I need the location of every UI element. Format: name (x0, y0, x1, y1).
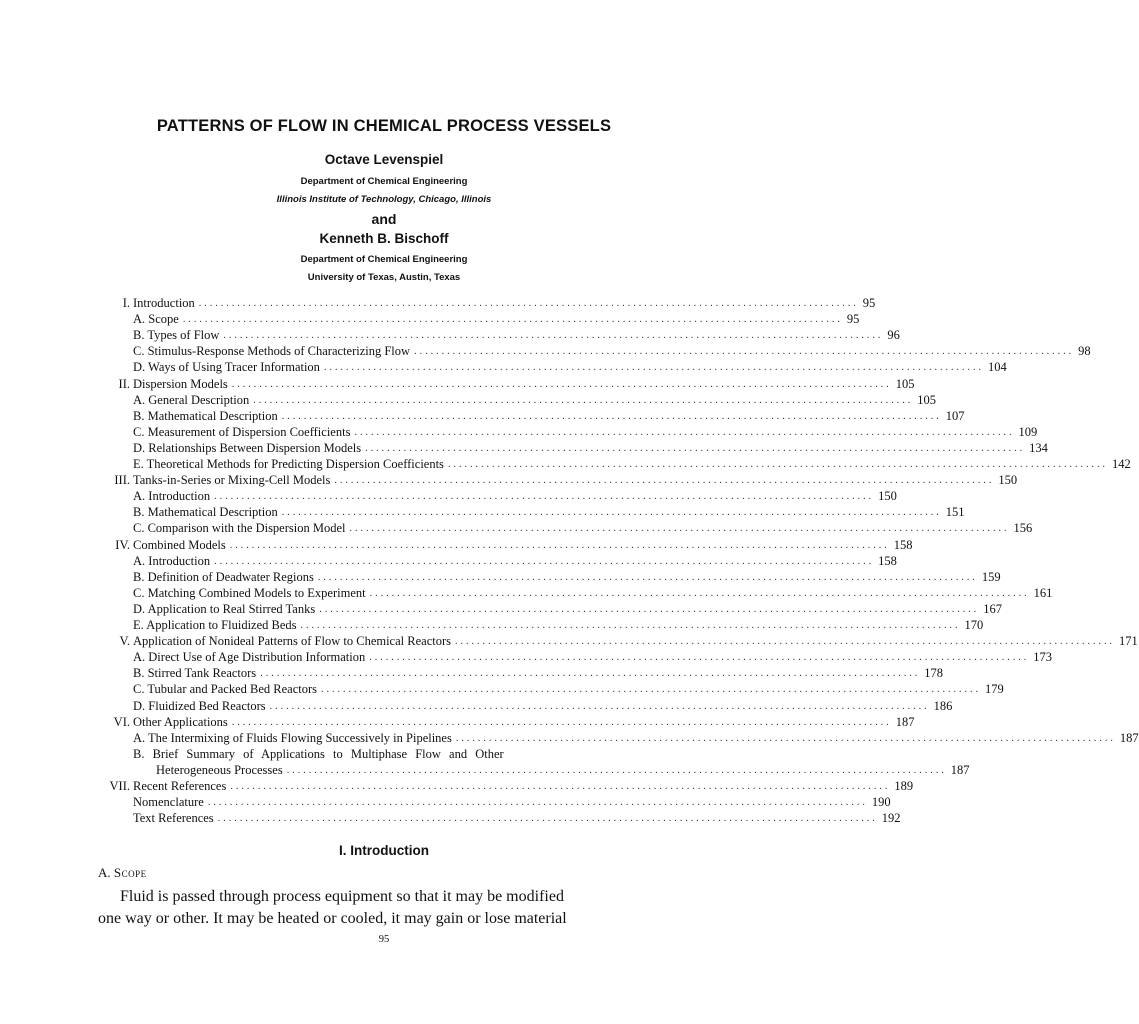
toc-entry-title: C. Measurement of Dispersion Coefficients (133, 424, 351, 439)
subsection-title: Scope (113, 865, 147, 880)
toc-entry-title: Other Applications (133, 714, 228, 729)
subsection-letter: A. (98, 865, 111, 880)
toc-entry-title: D. Fluidized Bed Reactors (133, 698, 266, 713)
toc-leader-dots: ........................................................................................................................ (447, 459, 1108, 470)
toc-leader-dots: ........................................................................................................................ (414, 346, 1075, 358)
toc-entry-number: VI. (113, 714, 130, 729)
toc-entry-page: 98 (1078, 344, 1091, 359)
toc-entry-title: B. Brief Summary of Applications to Multiphase Flow and Other (133, 746, 504, 761)
toc-entry-page: 161 (1033, 585, 1053, 600)
toc-entry-title: Combined Models (133, 537, 226, 552)
toc-entry-page: 190 (871, 795, 891, 810)
toc-entry (133, 681, 1004, 697)
toc-entry (115, 537, 913, 553)
toc-entry (133, 601, 1002, 617)
toc-entry (133, 746, 670, 762)
toc-leader-dots: ........................................................................................................................ (369, 587, 1030, 599)
toc-entry-title: A. The Intermixing of Fluids Flowing Successively in Pipelines (133, 730, 452, 745)
toc-entry (118, 376, 915, 392)
toc-entry-page: 95 (846, 312, 860, 327)
toc-entry-page: 189 (894, 779, 914, 793)
toc-entry-page: 192 (881, 811, 901, 826)
toc-entry-page: 105 (917, 392, 937, 407)
author-institution: Illinois Institute of Technology, Chicago, Illinois (276, 194, 492, 205)
toc-entry-page: 170 (964, 618, 984, 632)
toc-leader-dots: ........................................................................................................................ (230, 781, 891, 792)
toc-entry-title: A. Introduction (133, 489, 211, 504)
section-heading: I. Introduction (339, 843, 429, 858)
toc-entry-page: 167 (983, 601, 1002, 616)
toc-leader-dots: ........................................................................................................................ (231, 378, 892, 390)
toc-leader-dots: ........................................................................................................................ (217, 813, 878, 825)
body-text-line: one way or other. It may be heated or cooled, it may gain or lose material (98, 910, 567, 927)
author-conjunction: and (371, 211, 397, 227)
author-department: Department of Chemical Engineering (300, 176, 468, 187)
toc-leader-dots: ........................................................................................................................ (317, 571, 978, 583)
toc-entry-title: A. General Description (133, 392, 250, 407)
toc-leader-dots: ........................................................................................................................ (207, 797, 868, 809)
toc-entry-title: Text References (133, 811, 214, 826)
toc-entry-title: B. Mathematical Description (133, 505, 278, 520)
toc-leader-dots: ........................................................................................................................ (354, 426, 1015, 438)
toc-entry-title: B. Stirred Tank Reactors (133, 666, 257, 681)
toc-entry-page: 142 (1111, 457, 1131, 471)
toc-entry-title: C. Matching Combined Models to Experiment (133, 585, 366, 600)
toc-entry (133, 665, 943, 681)
toc-entry-number: V. (119, 634, 130, 649)
toc-entry-title: A. Direct Use of Age Distribution Information (133, 650, 366, 665)
toc-leader-dots: ........................................................................................................................ (231, 716, 892, 728)
toc-entry-title: Tanks-in-Series or Mixing-Cell Models (133, 473, 331, 488)
toc-entry (133, 311, 860, 327)
toc-entry-title: Application of Nonideal Patterns of Flow to Chemical Reactors (133, 634, 451, 649)
toc-entry-title: A. Scope (133, 312, 179, 327)
toc-leader-dots: ........................................................................................................................ (319, 603, 980, 615)
toc-leader-dots: ........................................................................................................................ (223, 330, 884, 342)
toc-entry-page: 151 (945, 505, 965, 520)
toc-entry-title: C. Stimulus-Response Methods of Characterizing Flow (133, 344, 411, 359)
toc-entry-title: B. Types of Flow (133, 328, 220, 343)
toc-entry (133, 504, 965, 520)
toc-entry-page: 158 (893, 537, 913, 552)
toc-leader-dots: ........................................................................................................................ (281, 507, 942, 519)
toc-entry-page: 187 (895, 714, 915, 729)
toc-entry (109, 778, 914, 794)
toc-leader-dots: ........................................................................................................................ (214, 555, 875, 567)
toc-entry (133, 392, 937, 408)
author-institution: University of Texas, Austin, Texas (307, 272, 461, 283)
toc-entry-title: D. Relationships Between Dispersion Models (133, 440, 362, 455)
toc-leader-dots: ........................................................................................................................ (253, 394, 914, 406)
toc-entry-page: 134 (1029, 440, 1048, 455)
toc-entry-page: 150 (878, 489, 897, 504)
toc-leader-dots: ........................................................................................................................ (198, 298, 859, 309)
toc-entry-title: D. Application to Real Stirred Tanks (133, 601, 316, 616)
toc-entry-page: 107 (945, 408, 965, 423)
toc-entry-title: Heterogeneous Processes (156, 762, 283, 777)
toc-leader-dots: ........................................................................................................................ (182, 314, 843, 326)
toc-entry (133, 585, 1053, 601)
body-text-line: Fluid is passed through process equipment so that it may be modified (120, 888, 564, 905)
toc-entry-page: 178 (924, 666, 943, 681)
toc-entry-title: E. Theoretical Methods for Predicting Dispersion Coefficients (133, 457, 444, 471)
toc-entry-page: 171 (1119, 634, 1138, 649)
toc-entry (133, 553, 897, 569)
toc-entry-title: B. Definition of Deadwater Regions (133, 569, 314, 584)
toc-leader-dots: ........................................................................................................................ (300, 620, 961, 631)
toc-entry (119, 633, 1138, 649)
toc-entry-number: IV. (115, 537, 130, 552)
toc-leader-dots: ........................................................................................................................ (365, 442, 1026, 454)
toc-entry-page: 158 (878, 553, 897, 568)
toc-entry (133, 424, 1038, 440)
toc-entry-page: 156 (1013, 521, 1033, 536)
toc-entry-title: E. Application to Fluidized Beds (133, 618, 297, 632)
toc-entry-title: Nomenclature (133, 795, 204, 810)
toc-leader-dots: ........................................................................................................................ (286, 764, 947, 776)
toc-leader-dots: ........................................................................................................................ (349, 523, 1010, 535)
toc-entry (113, 714, 915, 730)
toc-entry (133, 649, 1052, 665)
toc-entry-page: 159 (981, 569, 1001, 584)
page-number: 95 (378, 934, 390, 945)
toc-entry-number: I. (122, 296, 130, 310)
toc-leader-dots: ........................................................................................................................ (369, 652, 1030, 664)
toc-entry-title: C. Comparison with the Dispersion Model (133, 521, 346, 536)
toc-entry-page: 95 (862, 296, 876, 310)
toc-entry-title: B. Mathematical Description (133, 408, 278, 423)
toc-leader-dots: ........................................................................................................................ (323, 362, 984, 374)
toc-leader-dots: ........................................................................................................................ (214, 491, 875, 503)
toc-entry-number: VII. (109, 779, 130, 793)
toc-entry-title: D. Ways of Using Tracer Information (133, 360, 320, 375)
toc-entry-page: 173 (1033, 650, 1052, 665)
toc-entry-page: 96 (887, 328, 900, 343)
toc-entry-page: 186 (933, 698, 953, 713)
toc-entry (133, 730, 1139, 746)
toc-entry-title: Introduction (133, 296, 195, 310)
toc-leader-dots: ........................................................................................................................ (334, 475, 995, 487)
toc-entry-title: C. Tubular and Packed Bed Reactors (133, 682, 318, 697)
toc-entry (133, 327, 900, 343)
toc-entry-title: Dispersion Models (133, 376, 228, 391)
toc-entry (133, 569, 1001, 585)
toc-entry (133, 617, 984, 633)
toc-entry (133, 698, 953, 714)
toc-entry (133, 488, 897, 504)
toc-leader-dots: ........................................................................................................................ (281, 410, 942, 422)
article-title: PATTERNS OF FLOW IN CHEMICAL PROCESS VESSELS (156, 117, 612, 135)
toc-entry-page: 150 (998, 473, 1018, 488)
toc-leader-dots: ........................................................................................................................ (269, 700, 930, 712)
toc-entry (133, 343, 1091, 359)
author-department: Department of Chemical Engineering (300, 254, 468, 265)
toc-entry (133, 810, 901, 826)
author-name: Octave Levenspiel (324, 152, 444, 167)
toc-entry-title: Recent References (133, 779, 227, 793)
toc-entry (133, 359, 1007, 375)
subsection-heading (98, 865, 147, 881)
toc-entry-page: 187 (1119, 730, 1139, 745)
toc-entry-page: 179 (985, 682, 1004, 697)
toc-entry-number: III. (114, 473, 130, 488)
author-name: Kenneth B. Bischoff (319, 231, 449, 246)
toc-entry (133, 440, 1048, 456)
toc-entry-page: 187 (950, 762, 970, 777)
toc-leader-dots: ........................................................................................................................ (455, 732, 1116, 744)
toc-entry (122, 295, 876, 311)
toc-entry (133, 520, 1033, 536)
toc-entry (133, 794, 891, 810)
toc-entry (156, 762, 970, 778)
toc-entry (114, 472, 1018, 488)
toc-entry-number: II. (118, 376, 130, 391)
toc-leader-dots: ........................................................................................................................ (455, 636, 1115, 648)
toc-entry-title: A. Introduction (133, 553, 211, 568)
toc-leader-dots: ........................................................................................................................ (260, 668, 921, 680)
toc-entry-page: 109 (1018, 424, 1038, 439)
toc-entry (133, 456, 1131, 472)
toc-entry-page: 104 (987, 360, 1007, 375)
toc-leader-dots: ........................................................................................................................ (321, 684, 982, 696)
toc-entry (133, 408, 965, 424)
toc-entry-page: 105 (895, 376, 915, 391)
toc-leader-dots: ........................................................................................................................ (229, 539, 890, 551)
